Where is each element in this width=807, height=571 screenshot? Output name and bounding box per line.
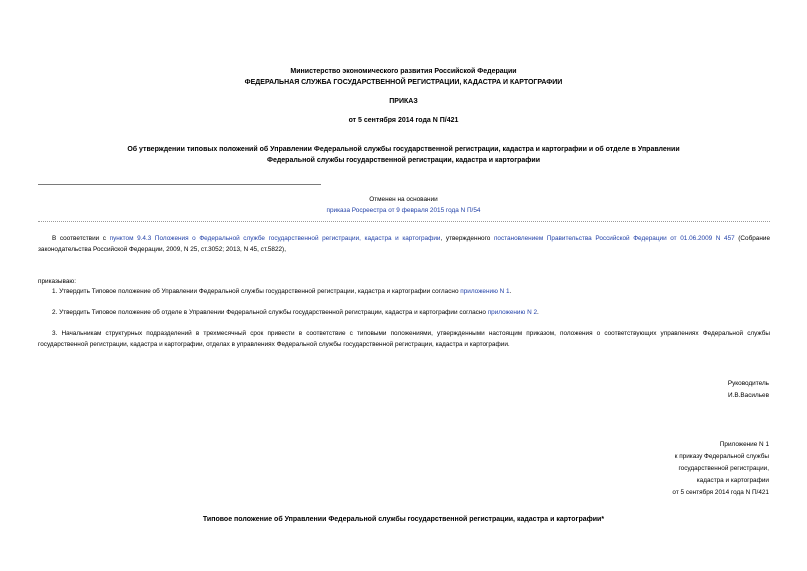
title-divider bbox=[38, 184, 321, 185]
order-item-1 bbox=[38, 286, 770, 297]
appendix-header bbox=[672, 439, 769, 499]
preamble-paragraph bbox=[38, 233, 770, 255]
regulation-clause-link[interactable]: пунктом 9.4.3 Положения о Федеральной службе государственной регистрации, кадастра и картографии bbox=[109, 235, 441, 242]
ministry-name: Министерство экономического развития Российской Федерации bbox=[290, 68, 517, 75]
status-note-label: Отменен на основании bbox=[369, 196, 438, 203]
order-item-1-end: . bbox=[509, 288, 512, 295]
preamble-tail: (Собрание законодательства Российской Федерации, 2009, N 25, ст.3052; 2013, N 45, ст.5822), bbox=[38, 235, 771, 253]
preamble-intro: В соответствии с bbox=[52, 235, 110, 242]
document-title-line-2: Федеральной службы государственной регистрации, кадастра и картографии bbox=[266, 157, 541, 164]
order-item-2 bbox=[38, 307, 770, 318]
signature-block bbox=[728, 378, 769, 402]
status-divider bbox=[38, 221, 770, 222]
order-item-3: 3. Начальникам структурных подразделений в трехмесячный срок привести в соответствие с типовыми положениями, утвержденными настоящим приказом, положения о соответствующих управлениях Федеральной службы государственной регистрации, кадастра и картографии, отделах в управлениях Федеральной службы государственной регистрации, кадастра и картографии. bbox=[38, 330, 770, 348]
agency-name: ФЕДЕРАЛЬНАЯ СЛУЖБА ГОСУДАРСТВЕННОЙ РЕГИСТРАЦИИ, КАДАСТРА И КАРТОГРАФИИ bbox=[244, 79, 563, 86]
appendix-1-link[interactable]: приложению N 1 bbox=[460, 288, 510, 295]
order-item-2-end: . bbox=[537, 309, 539, 316]
signer-name: И.В.Васильев bbox=[728, 392, 769, 399]
appendix-line-3: государственной регистрации, bbox=[678, 465, 769, 472]
appendix-title: Типовое положение об Управлении Федеральной службы государственной регистрации, кадастра и картографии* bbox=[202, 516, 605, 523]
appendix-line-2: к приказу Федеральной службы bbox=[674, 453, 769, 460]
appendix-line-1: Приложение N 1 bbox=[719, 441, 769, 448]
document-type: ПРИКАЗ bbox=[389, 98, 418, 105]
order-item-2-text: 2. Утвердить Типовое положение об отделе в Управлении Федеральной службы государственной регистрации, кадастра и картографии согласно bbox=[52, 309, 488, 316]
cancellation-order-link[interactable]: приказа Росреестра от 9 февраля 2015 года N П/54 bbox=[326, 207, 481, 214]
order-word: приказываю: bbox=[38, 278, 76, 285]
signer-role: Руководитель bbox=[727, 380, 769, 387]
appendix-line-4: кадастра и картографии bbox=[696, 477, 769, 484]
appendix-2-link[interactable]: приложению N 2 bbox=[487, 309, 538, 316]
document-date-number: от 5 сентября 2014 года N П/421 bbox=[348, 117, 459, 124]
order-item-1-text: 1. Утвердить Типовое положение об Управлении Федеральной службы государственной регистрации, кадастра и картографии согласно bbox=[52, 288, 461, 295]
appendix-line-5: от 5 сентября 2014 года N П/421 bbox=[672, 489, 769, 496]
preamble-mid: , утвержденного bbox=[440, 235, 494, 242]
government-decree-link[interactable]: постановлением Правительства Российской Федерации от 01.06.2009 N 457 bbox=[493, 235, 735, 242]
document-title-line-1: Об утверждении типовых положений об Управлении Федеральной службы государственной регистрации, кадастра и картографии и об отделе в Управлении bbox=[127, 146, 680, 153]
status-note bbox=[0, 207, 807, 214]
